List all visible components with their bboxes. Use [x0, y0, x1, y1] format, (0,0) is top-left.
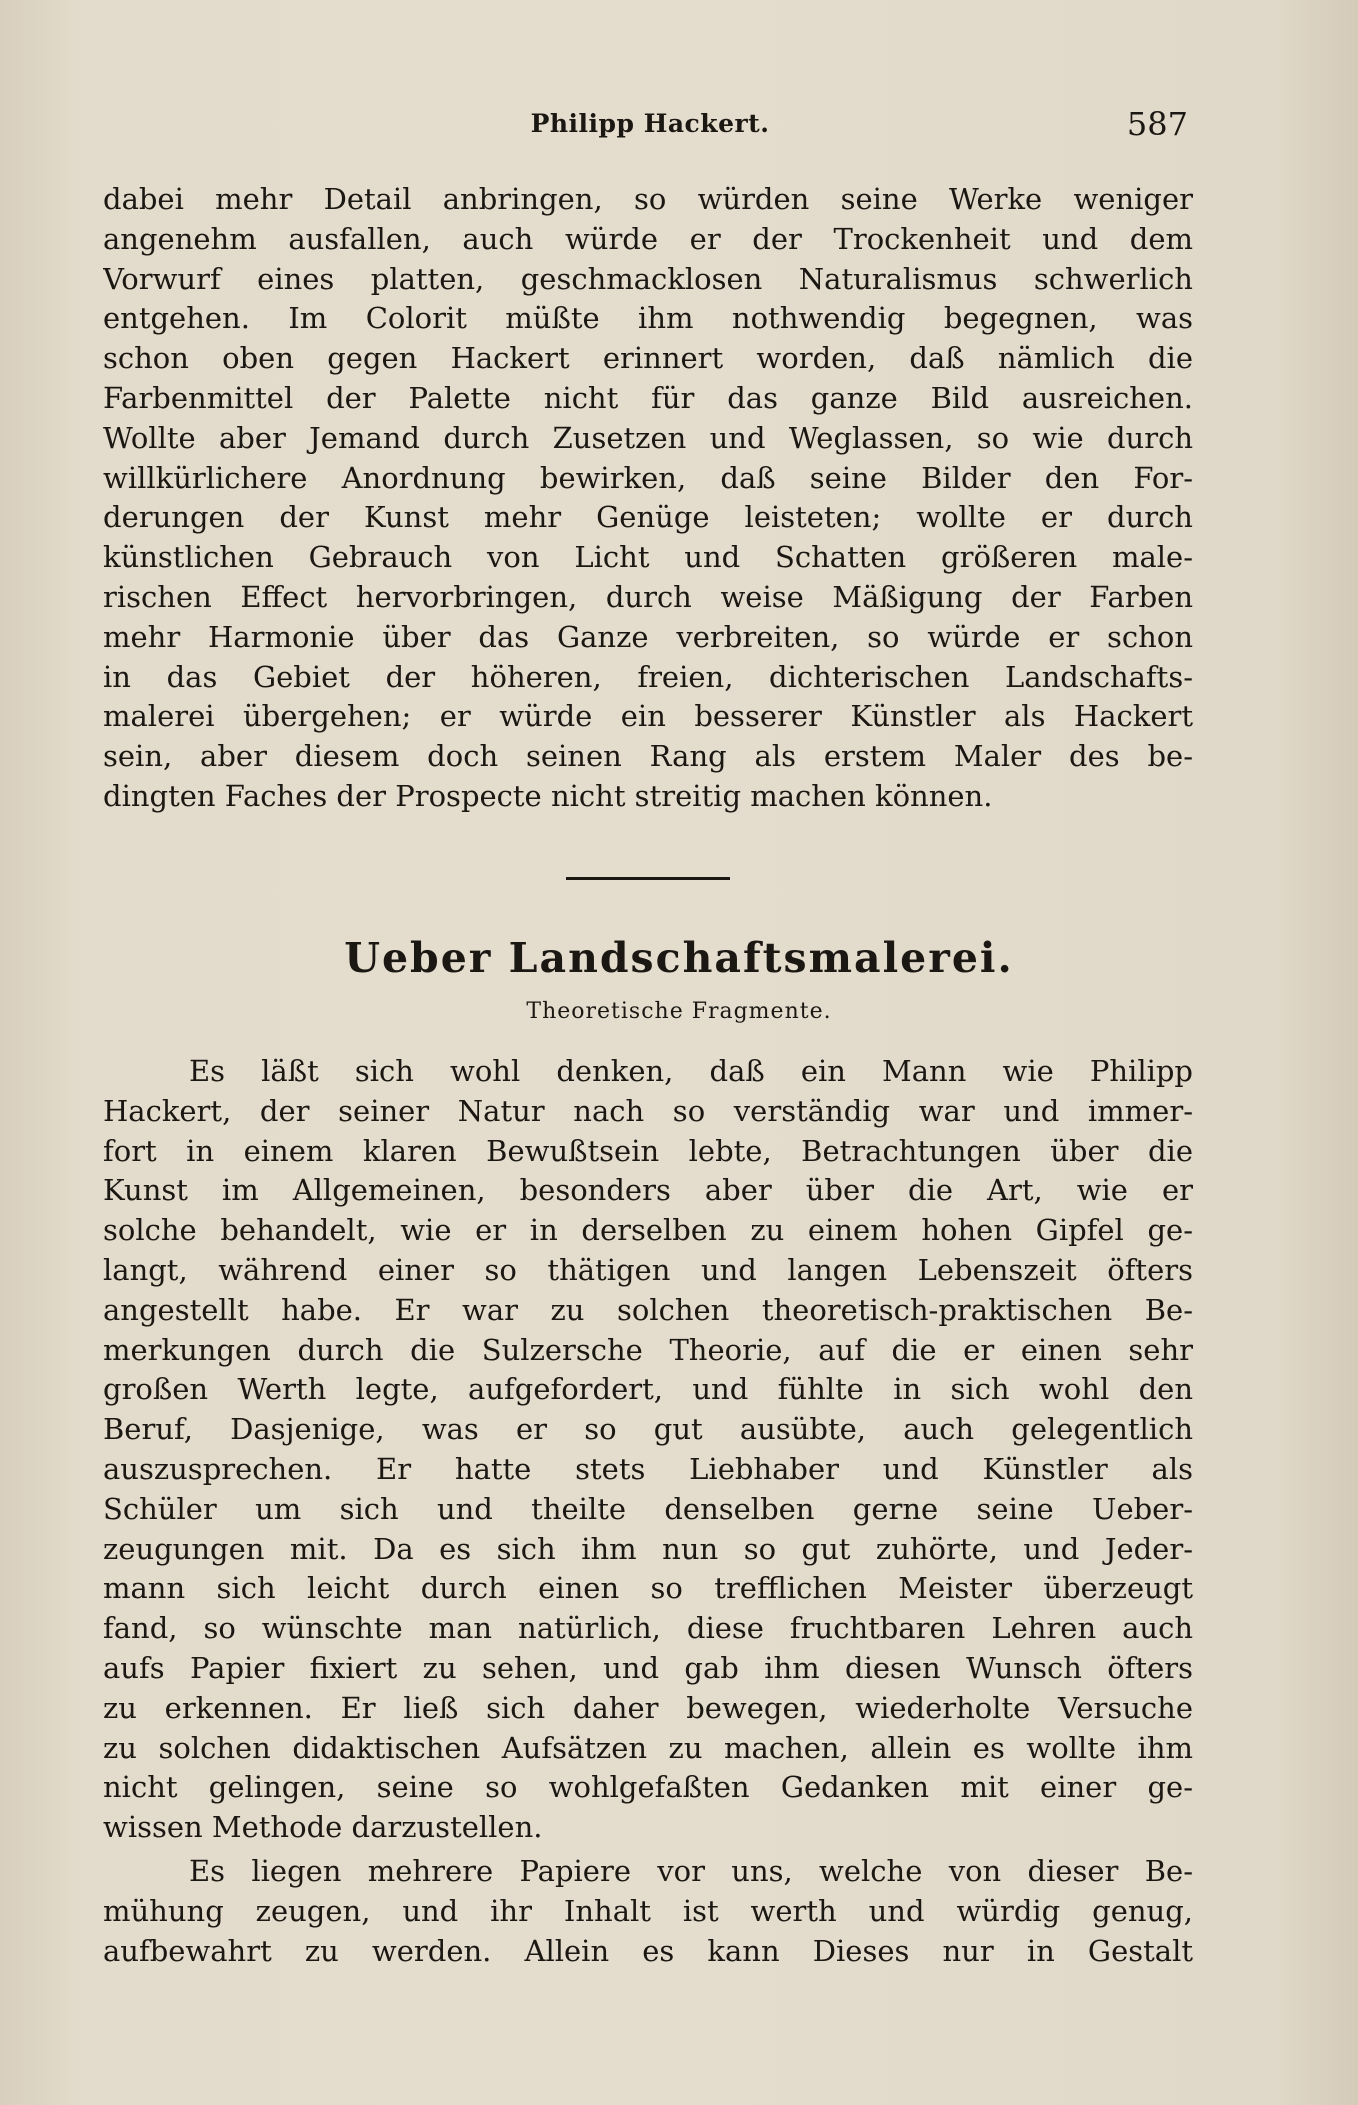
text-line: künstlichen Gebrauch von Licht und Schatten größeren male- [103, 540, 1193, 575]
text-line: sein, aber diesem doch seinen Rang als erstem Maler des be- [103, 739, 1193, 774]
section-title: Ueber Landschaftsmalerei. [344, 934, 1014, 982]
text-line: merkungen durch die Sulzersche Theorie, auf die er einen sehr [103, 1332, 1193, 1367]
text-line: mühung zeugen, und ihr Inhalt ist werth und würdig genug, [103, 1893, 1193, 1928]
text-line: Farbenmittel der Palette nicht für das ganze Bild ausreichen. [103, 380, 1193, 415]
paragraph-3 [103, 1852, 1193, 1971]
text-line: angenehm ausfallen, auch würde er der Trockenheit und dem [103, 221, 1193, 256]
running-title: Philipp Hackert. [530, 109, 770, 138]
text-line: Es liegen mehrere Papiere vor uns, welche von dieser Be- [189, 1854, 1193, 1888]
section-divider [566, 877, 730, 880]
text-line: auszusprechen. Er hatte stets Liebhaber und Künstler als [103, 1451, 1193, 1486]
text-line: aufbewahrt zu werden. Allein es kann Dieses nur in Gestalt [103, 1933, 1193, 1968]
text-line: dabei mehr Detail anbringen, so würden seine Werke weniger [103, 182, 1193, 216]
paragraph-2 [103, 1052, 1193, 1848]
text-line: zeugungen mit. Da es sich ihm nun so gut zuhörte, und Jeder- [103, 1531, 1193, 1566]
text-line: entgehen. Im Colorit müßte ihm nothwendig begegnen, was [103, 301, 1193, 336]
text-line: derungen der Kunst mehr Genüge leisteten; wollte er durch [103, 500, 1193, 535]
text-line: fort in einem klaren Bewußtsein lebte, Betrachtungen über die [103, 1133, 1193, 1168]
text-line: angestellt habe. Er war zu solchen theoretisch-praktischen Be- [103, 1292, 1193, 1327]
text-line: Vorwurf eines platten, geschmacklosen Naturalismus schwerlich [103, 261, 1193, 296]
text-line: rischen Effect hervorbringen, durch weise Mäßigung der Farben [103, 579, 1193, 614]
text-line: solche behandelt, wie er in derselben zu einem hohen Gipfel ge- [103, 1213, 1193, 1248]
text-line: fand, so wünschte man natürlich, diese fruchtbaren Lehren auch [103, 1611, 1193, 1646]
text-line: Wollte aber Jemand durch Zusetzen und Weglassen, so wie durch [103, 420, 1193, 455]
text-line: in das Gebiet der höheren, freien, dichterischen Landschafts- [103, 659, 1193, 694]
text-line: langt, während einer so thätigen und langen Lebenszeit öfters [103, 1252, 1193, 1287]
running-head [0, 102, 1358, 146]
text-line: großen Werth legte, aufgefordert, und fühlte in sich wohl den [103, 1372, 1193, 1407]
text-line: schon oben gegen Hackert erinnert worden, daß nämlich die [103, 341, 1193, 376]
section-subtitle: Theoretische Fragmente. [526, 999, 832, 1024]
text-line: malerei übergehen; er würde ein besserer Künstler als Hackert [103, 699, 1193, 734]
page-number: 587 [1126, 105, 1188, 143]
text-line: zu solchen didaktischen Aufsätzen zu machen, allein es wollte ihm [103, 1730, 1193, 1765]
text-line: mehr Harmonie über das Ganze verbreiten, so würde er schon [103, 619, 1193, 654]
text-line: Es läßt sich wohl denken, daß ein Mann wie Philipp [189, 1054, 1193, 1088]
text-line: nicht gelingen, seine so wohlgefaßten Gedanken mit einer ge- [103, 1770, 1193, 1805]
text-line: mann sich leicht durch einen so trefflichen Meister überzeugt [103, 1571, 1193, 1606]
paragraph-1 [103, 180, 1193, 817]
text-line: dingten Faches der Prospecte nicht streitig machen können. [103, 778, 993, 813]
text-line: Hackert, der seiner Natur nach so verständig war und immer- [103, 1093, 1193, 1128]
text-line: willkürlichere Anordnung bewirken, daß seine Bilder den For- [103, 460, 1193, 495]
text-line: Kunst im Allgemeinen, besonders aber über die Art, wie er [103, 1173, 1193, 1208]
text-line: Schüler um sich und theilte denselben gerne seine Ueber- [103, 1491, 1193, 1526]
text-line: zu erkennen. Er ließ sich daher bewegen, wiederholte Versuche [103, 1690, 1193, 1725]
text-line: wissen Methode darzustellen. [103, 1810, 543, 1845]
text-line: Beruf, Dasjenige, was er so gut ausübte, auch gelegentlich [103, 1412, 1193, 1447]
text-line: aufs Papier fixiert zu sehen, und gab ihm diesen Wunsch öfters [103, 1650, 1193, 1685]
